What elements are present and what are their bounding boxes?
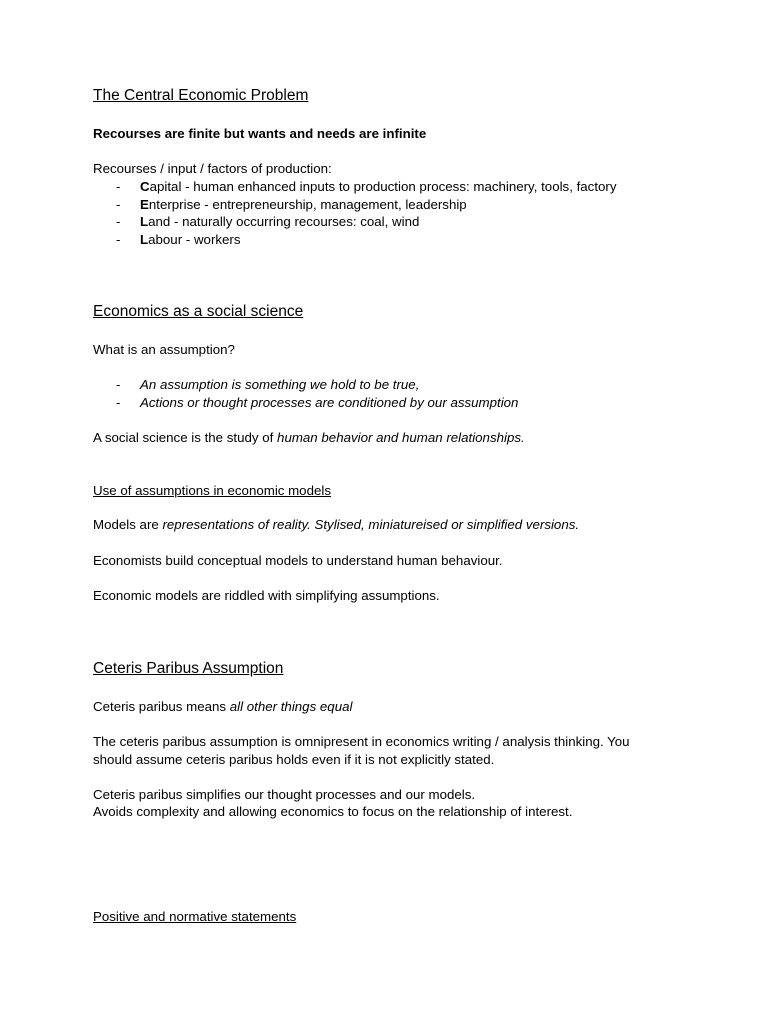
economists-models-line: Economists build conceptual models to understand human behaviour. (93, 553, 503, 568)
models-plain: Models are (93, 517, 163, 532)
assumption-question: What is an assumption? (93, 342, 235, 357)
bullet-lead-letter: E (140, 196, 149, 212)
list-item-enterprise (116, 196, 467, 214)
social-science-italic: human behavior and human relationships. (277, 430, 525, 445)
ceteris-paribus-meaning (93, 698, 352, 716)
social-science-definition (93, 429, 525, 447)
section-title-positive-normative: Positive and normative statements (93, 909, 297, 924)
bullet-dash: - (116, 231, 121, 247)
key-statement: Recourses are finite but wants and needs are infinite (93, 126, 427, 141)
bullet-text: An assumption is something we hold to be true, (140, 377, 420, 392)
list-item-assumption-conditioning (116, 394, 518, 412)
section-title-social-science: Economics as a social science (93, 303, 304, 320)
section-title-central-economic-problem: The Central Economic Problem (93, 87, 309, 104)
ceteris-plain: Ceteris paribus means (93, 699, 230, 714)
list-item-assumption-definition (116, 376, 419, 394)
ceteris-paragraph-2-line-1: Ceteris paribus simplifies our thought processes and our models. (93, 787, 476, 802)
social-science-plain: A social science is the study of (93, 430, 278, 445)
bullet-dash: - (116, 214, 121, 229)
bullet-text: apital - human enhanced inputs to production process: machinery, tools, factory (149, 179, 617, 194)
factors-intro: Recourses / input / factors of production: (93, 161, 332, 176)
ceteris-italic: all other things equal (229, 699, 353, 714)
bullet-lead-letter: C (140, 179, 150, 194)
bullet-dash: - (116, 179, 121, 194)
bullet-dash: - (116, 196, 121, 212)
ceteris-paragraph-2-line-2: Avoids complexity and allowing economics to focus on the relationship of interest. (93, 804, 573, 819)
list-item-labour (116, 231, 241, 249)
list-item-land (116, 213, 419, 231)
simplifying-assumptions-line: Economic models are riddled with simplifying assumptions. (93, 588, 440, 603)
bullet-text: abour - workers (148, 231, 241, 247)
section-title-assumptions-in-models: Use of assumptions in economic models (93, 483, 331, 498)
ceteris-paragraph-1-line-2: should assume ceteris paribus holds even if it is not explicitly stated. (93, 752, 495, 767)
bullet-dash: - (116, 395, 121, 410)
models-italic: representations of reality. Stylised, miniatureised or simplified versions. (162, 517, 580, 532)
bullet-text: Actions or thought processes are conditioned by our assumption (140, 395, 519, 410)
models-definition (93, 516, 579, 534)
ceteris-paragraph-1-line-1: The ceteris paribus assumption is omnipresent in economics writing / analysis thinking. You (93, 734, 630, 749)
section-title-ceteris-paribus: Ceteris Paribus Assumption (93, 660, 284, 677)
bullet-dash: - (116, 377, 121, 392)
list-item-capital (116, 178, 617, 196)
bullet-text: and - naturally occurring recourses: coal, wind (148, 214, 420, 229)
bullet-lead-letter: L (140, 231, 149, 247)
bullet-lead-letter: L (140, 214, 149, 229)
bullet-text: nterprise - entrepreneurship, management, leadership (148, 196, 467, 212)
